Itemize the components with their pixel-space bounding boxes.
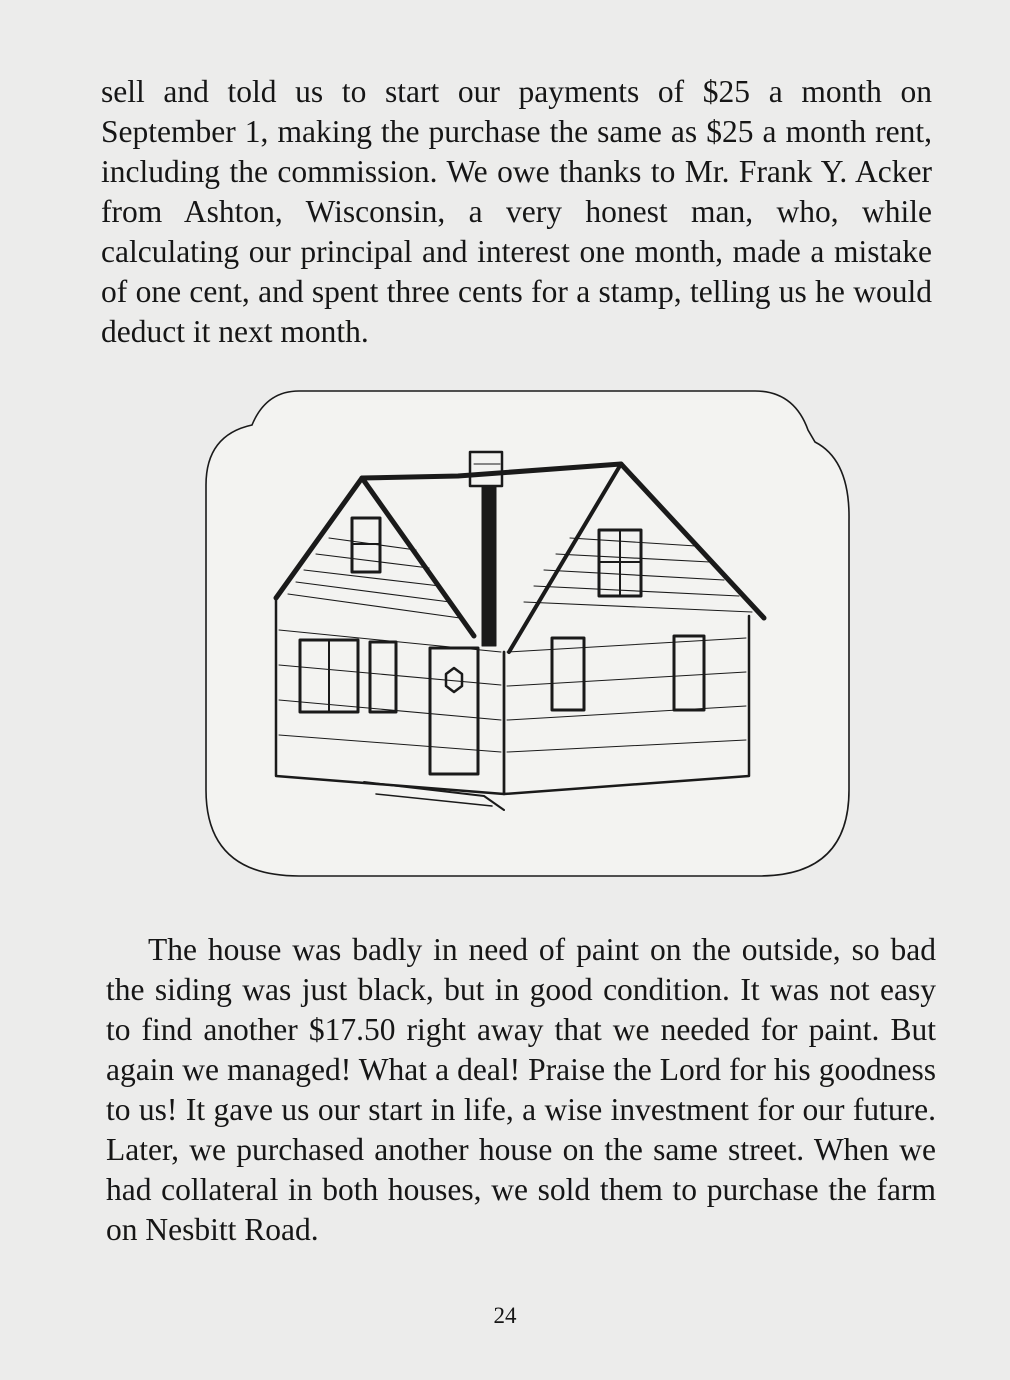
- paragraph-payments: sell and told us to start our payments of $25 a month on September 1, making the purchase the same as $25 a month rent, including the commission. We owe thanks to Mr. Frank Y. Acker from Ashton, Wisconsin, a very honest man, who, while calculating our principal and interest one month, made a mistake of one cent, and spent three cents for a stamp, telling us he would deduct it next month.: [101, 74, 932, 349]
- paragraph-paint: The house was badly in need of paint on the outside, so bad the siding was just black, but in good condition. It was not easy to find another $17.50 right away that we needed for paint. But again we managed! What a deal! Praise the Lord for his goodness to us! It gave us our start in life, a wise investment for our future. Later, we purchased another house on the same street. When we had collateral in both houses, we sold them to purchase the farm on Nesbitt Road.: [106, 932, 936, 1247]
- illustration-frame: [206, 391, 849, 876]
- page-number: 24: [493, 1303, 517, 1328]
- house-drawing-icon: [204, 390, 850, 877]
